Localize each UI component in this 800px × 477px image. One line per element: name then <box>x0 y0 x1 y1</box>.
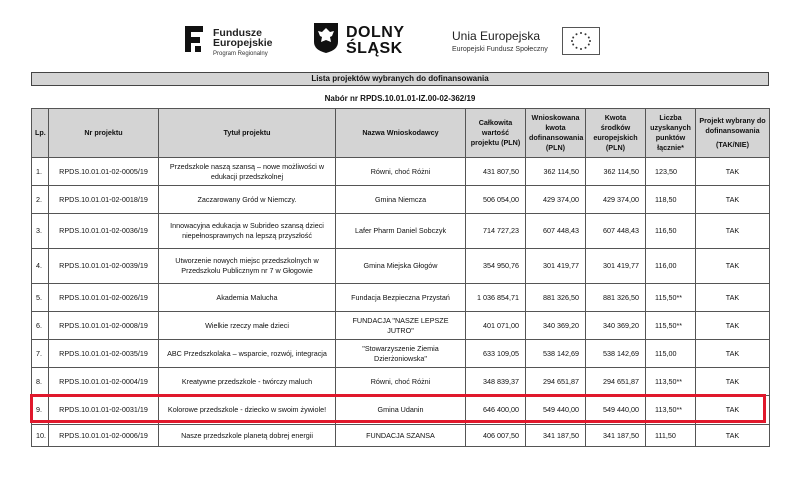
projects-table <box>31 108 770 447</box>
col-projekt-wybrany-label: Projekt wybrany do dofinansowania <box>699 116 766 135</box>
cell-nazwa: FUNDACJA SZANSA <box>336 425 466 447</box>
call-number: Nabór nr RPDS.10.01.01-IZ.00-02-362/19 <box>324 94 476 103</box>
col-wnioskowana-kwota: Wnioskowana kwota dofinansowania (PLN) <box>526 109 586 158</box>
table-row <box>32 214 770 249</box>
table-row <box>32 158 770 186</box>
cell-kwota: 607 448,43 <box>586 214 646 249</box>
cell-liczba: 123,50 <box>646 158 696 186</box>
col-projekt-wybrany-sub: (TAK/NIE) <box>715 140 749 149</box>
cell-kwota: 341 187,50 <box>586 425 646 447</box>
cell-nazwa: "Stowarzyszenie Ziemia Dzierżoniowska" <box>336 340 466 368</box>
col-calkowita-wartosc: Całkowita wartość projektu (PLN) <box>466 109 526 158</box>
table-row <box>32 249 770 284</box>
cell-nr: RPDS.10.01.01-02-0004/19 <box>49 368 159 396</box>
table-header-row <box>32 109 770 158</box>
cell-liczba: 113,50** <box>646 396 696 425</box>
cell-kwota: 362 114,50 <box>586 158 646 186</box>
unia-europejska-logo <box>452 24 602 64</box>
cell-liczba: 115,50** <box>646 312 696 340</box>
cell-tytul: Wielkie rzeczy małe dzieci <box>159 312 336 340</box>
cell-wnioskowana: 294 651,87 <box>526 368 586 396</box>
cell-kwota: 549 440,00 <box>586 396 646 425</box>
cell-nazwa: Gmina Niemcza <box>336 186 466 214</box>
fundusze-europejskie-icon <box>183 24 207 54</box>
logo-bar <box>0 18 800 68</box>
list-title: Lista projektów wybranych do dofinansowania <box>31 72 769 86</box>
table-row <box>32 312 770 340</box>
cell-nazwa: FUNDACJA "NASZE LEPSZE JUTRO" <box>336 312 466 340</box>
col-kwota-srodkow: Kwota środków europejskich (PLN) <box>586 109 646 158</box>
eu-flag-icon <box>562 27 600 55</box>
cell-wnioskowana: 549 440,00 <box>526 396 586 425</box>
cell-tytul: Przedszkole naszą szansą – nowe możliwości w edukacji przedszkolnej <box>159 158 336 186</box>
cell-kwota: 881 326,50 <box>586 284 646 312</box>
cell-calkowita: 646 400,00 <box>466 396 526 425</box>
cell-wnioskowana: 362 114,50 <box>526 158 586 186</box>
fe-line1: Fundusze <box>213 27 262 39</box>
cell-lp: 2. <box>32 186 49 214</box>
fe-line2: Europejskie <box>213 37 273 49</box>
cell-calkowita: 506 054,00 <box>466 186 526 214</box>
cell-nr: RPDS.10.01.01-02-0039/19 <box>49 249 159 284</box>
cell-wnioskowana: 341 187,50 <box>526 425 586 447</box>
cell-liczba: 115,00 <box>646 340 696 368</box>
cell-nazwa: Fundacja Bezpieczna Przystań <box>336 284 466 312</box>
cell-nazwa: Gmina Miejska Głogów <box>336 249 466 284</box>
cell-liczba: 113,50** <box>646 368 696 396</box>
cell-wnioskowana: 301 419,77 <box>526 249 586 284</box>
table-row <box>32 368 770 396</box>
cell-calkowita: 401 071,00 <box>466 312 526 340</box>
cell-tytul: Akademia Malucha <box>159 284 336 312</box>
table-row <box>32 186 770 214</box>
cell-tytul: Utworzenie nowych miejsc przedszkolnych w Przedszkolu Publicznym nr 7 w Głogowie <box>159 249 336 284</box>
cell-nr: RPDS.10.01.01-02-0036/19 <box>49 214 159 249</box>
cell-nazwa: Lafer Pharm Daniel Sobczyk <box>336 214 466 249</box>
cell-nr: RPDS.10.01.01-02-0008/19 <box>49 312 159 340</box>
cell-wybrany: TAK <box>696 425 770 447</box>
cell-wybrany: TAK <box>696 158 770 186</box>
cell-wybrany: TAK <box>696 186 770 214</box>
cell-lp: 5. <box>32 284 49 312</box>
cell-calkowita: 348 839,37 <box>466 368 526 396</box>
cell-kwota: 429 374,00 <box>586 186 646 214</box>
cell-kwota: 538 142,69 <box>586 340 646 368</box>
cell-lp: 4. <box>32 249 49 284</box>
cell-wnioskowana: 429 374,00 <box>526 186 586 214</box>
cell-wybrany: TAK <box>696 396 770 425</box>
cell-nr: RPDS.10.01.01-02-0026/19 <box>49 284 159 312</box>
cell-wybrany: TAK <box>696 312 770 340</box>
cell-wybrany: TAK <box>696 340 770 368</box>
ue-line1: Unia Europejska <box>452 29 541 43</box>
col-nazwa-wnioskodawcy: Nazwa Wnioskodawcy <box>336 109 466 158</box>
cell-lp: 9. <box>32 396 49 425</box>
cell-lp: 8. <box>32 368 49 396</box>
cell-lp: 10. <box>32 425 49 447</box>
cell-lp: 6. <box>32 312 49 340</box>
cell-nr: RPDS.10.01.01-02-0018/19 <box>49 186 159 214</box>
cell-wybrany: TAK <box>696 214 770 249</box>
col-tytul-projektu: Tytuł projektu <box>159 109 336 158</box>
ds-line2: ŚLĄSK <box>346 40 403 57</box>
cell-calkowita: 714 727,23 <box>466 214 526 249</box>
cell-wnioskowana: 538 142,69 <box>526 340 586 368</box>
cell-wnioskowana: 881 326,50 <box>526 284 586 312</box>
cell-nazwa: Równi, choć Różni <box>336 368 466 396</box>
cell-nr: RPDS.10.01.01-02-0031/19 <box>49 396 159 425</box>
table-row <box>32 396 770 425</box>
cell-calkowita: 431 807,50 <box>466 158 526 186</box>
dolny-slask-logo <box>313 20 423 64</box>
cell-tytul: Nasze przedszkole planetą dobrej energii <box>159 425 336 447</box>
cell-tytul: Zaczarowany Gród w Niemczy. <box>159 186 336 214</box>
cell-calkowita: 633 109,05 <box>466 340 526 368</box>
fundusze-europejskie-logo <box>183 24 293 64</box>
cell-calkowita: 354 950,76 <box>466 249 526 284</box>
cell-lp: 3. <box>32 214 49 249</box>
cell-lp: 7. <box>32 340 49 368</box>
table-row <box>32 284 770 312</box>
table-row <box>32 340 770 368</box>
col-nr-projektu: Nr projektu <box>49 109 159 158</box>
cell-tytul: Kreatywne przedszkole - twórczy maluch <box>159 368 336 396</box>
cell-kwota: 340 369,20 <box>586 312 646 340</box>
eagle-crest-icon <box>313 22 339 54</box>
cell-wnioskowana: 607 448,43 <box>526 214 586 249</box>
cell-liczba: 111,50 <box>646 425 696 447</box>
cell-kwota: 301 419,77 <box>586 249 646 284</box>
cell-lp: 1. <box>32 158 49 186</box>
cell-tytul: Innowacyjna edukacja w Subrideo szansą dzieci niepełnosprawnych na lepszą przyszłość <box>159 214 336 249</box>
cell-kwota: 294 651,87 <box>586 368 646 396</box>
cell-nr: RPDS.10.01.01-02-0005/19 <box>49 158 159 186</box>
cell-nr: RPDS.10.01.01-02-0006/19 <box>49 425 159 447</box>
fe-line3: Program Regionalny <box>213 51 268 57</box>
cell-tytul: Kolorowe przedszkole - dziecko w swoim żywiole! <box>159 396 336 425</box>
cell-calkowita: 1 036 854,71 <box>466 284 526 312</box>
cell-tytul: ABC Przedszkolaka – wsparcie, rozwój, integracja <box>159 340 336 368</box>
cell-nazwa: Równi, choć Różni <box>336 158 466 186</box>
cell-nr: RPDS.10.01.01-02-0035/19 <box>49 340 159 368</box>
cell-wnioskowana: 340 369,20 <box>526 312 586 340</box>
cell-liczba: 115,50** <box>646 284 696 312</box>
cell-wybrany: TAK <box>696 249 770 284</box>
cell-liczba: 116,00 <box>646 249 696 284</box>
table-row <box>32 425 770 447</box>
cell-liczba: 118,50 <box>646 186 696 214</box>
cell-liczba: 116,50 <box>646 214 696 249</box>
col-lp: Lp. <box>32 109 49 158</box>
ds-line1: DOLNY <box>346 24 405 41</box>
ue-line2: Europejski Fundusz Społeczny <box>452 46 548 53</box>
cell-wybrany: TAK <box>696 368 770 396</box>
cell-nazwa: Gmina Udanin <box>336 396 466 425</box>
cell-calkowita: 406 007,50 <box>466 425 526 447</box>
cell-wybrany: TAK <box>696 284 770 312</box>
col-liczba-punktow: Liczba uzyskanych punktów łącznie* <box>646 109 696 158</box>
col-projekt-wybrany <box>696 109 770 158</box>
